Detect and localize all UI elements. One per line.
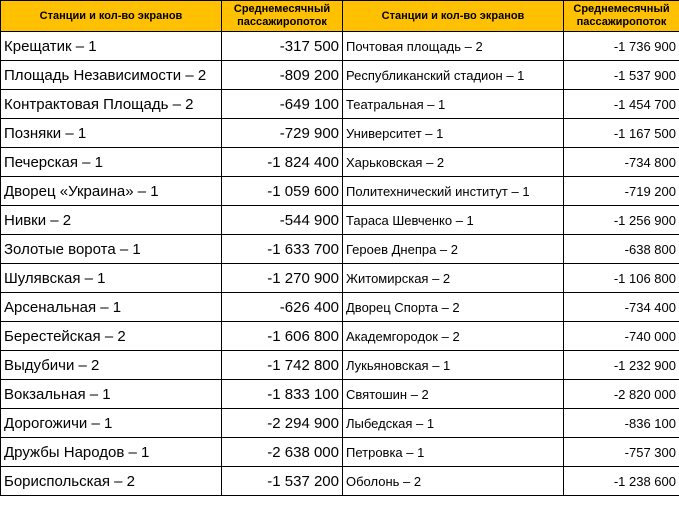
right-station-cell: Республиканский стадион – 1 [343, 61, 564, 90]
right-traffic-cell: -1 106 800 [564, 264, 679, 293]
right-station-cell: Оболонь – 2 [343, 467, 564, 496]
right-station-cell: Героев Днепра – 2 [343, 235, 564, 264]
left-station-cell: Дружбы Народов – 1 [1, 438, 222, 467]
table-row [1, 322, 679, 351]
table-row [1, 380, 679, 409]
left-traffic-cell: -626 400 [222, 293, 343, 322]
header-station-left-label: Станции и кол-во экранов [39, 9, 183, 22]
left-station-cell: Выдубичи – 2 [1, 351, 222, 380]
left-traffic-cell: -729 900 [222, 119, 343, 148]
left-traffic-cell: -1 633 700 [222, 235, 343, 264]
right-station-cell: Театральная – 1 [343, 90, 564, 119]
right-station-cell: Харьковская – 2 [343, 148, 564, 177]
header-station-right [343, 1, 564, 32]
table-row [1, 467, 679, 496]
table-row [1, 119, 679, 148]
right-station-cell: Тараса Шевченко – 1 [343, 206, 564, 235]
left-station-cell: Арсенальная – 1 [1, 293, 222, 322]
header-traffic-left-line2: пассажиропоток [237, 16, 327, 28]
table-row [1, 177, 679, 206]
right-traffic-cell: -1 537 900 [564, 61, 679, 90]
left-traffic-cell: -2 294 900 [222, 409, 343, 438]
left-traffic-cell: -2 638 000 [222, 438, 343, 467]
table-row [1, 206, 679, 235]
right-station-cell: Почтовая площадь – 2 [343, 32, 564, 61]
header-row [1, 1, 679, 32]
left-station-cell: Золотые ворота – 1 [1, 235, 222, 264]
header-traffic-left [222, 1, 343, 32]
left-station-cell: Дворец «Украина» – 1 [1, 177, 222, 206]
right-station-cell: Университет – 1 [343, 119, 564, 148]
right-traffic-cell: -1 256 900 [564, 206, 679, 235]
right-station-cell: Дворец Спорта – 2 [343, 293, 564, 322]
header-traffic-left-line1: Среднемесячный [233, 3, 331, 15]
left-traffic-cell: -1 059 600 [222, 177, 343, 206]
left-station-cell: Позняки – 1 [1, 119, 222, 148]
header-station-left [1, 1, 222, 32]
left-station-cell: Печерская – 1 [1, 148, 222, 177]
right-traffic-cell: -1 232 900 [564, 351, 679, 380]
right-station-cell: Петровка – 1 [343, 438, 564, 467]
left-traffic-cell: -1 833 100 [222, 380, 343, 409]
left-station-cell: Бориспольская – 2 [1, 467, 222, 496]
left-station-cell: Площадь Независимости – 2 [1, 61, 222, 90]
right-station-cell: Политехнический институт – 1 [343, 177, 564, 206]
left-station-cell: Контрактовая Площадь – 2 [1, 90, 222, 119]
right-station-cell: Академгородок – 2 [343, 322, 564, 351]
table-row [1, 293, 679, 322]
left-traffic-cell: -809 200 [222, 61, 343, 90]
table-row [1, 409, 679, 438]
right-traffic-cell: -638 800 [564, 235, 679, 264]
left-traffic-cell: -317 500 [222, 32, 343, 61]
right-traffic-cell: -1 167 500 [564, 119, 679, 148]
table-row [1, 438, 679, 467]
right-traffic-cell: -757 300 [564, 438, 679, 467]
right-traffic-cell: -1 238 600 [564, 467, 679, 496]
right-traffic-cell: -734 800 [564, 148, 679, 177]
left-station-cell: Шулявская – 1 [1, 264, 222, 293]
right-traffic-cell: -740 000 [564, 322, 679, 351]
left-traffic-cell: -1 742 800 [222, 351, 343, 380]
left-station-cell: Вокзальная – 1 [1, 380, 222, 409]
left-traffic-cell: -1 270 900 [222, 264, 343, 293]
header-traffic-right [564, 1, 679, 32]
table-row [1, 32, 679, 61]
left-traffic-cell: -649 100 [222, 90, 343, 119]
table-row [1, 351, 679, 380]
header-traffic-right-line2: пассажиропоток [576, 16, 667, 28]
right-station-cell: Житомирская – 2 [343, 264, 564, 293]
right-traffic-cell: -1 736 900 [564, 32, 679, 61]
right-traffic-cell: -1 454 700 [564, 90, 679, 119]
table-row [1, 61, 679, 90]
left-station-cell: Нивки – 2 [1, 206, 222, 235]
left-traffic-cell: -1 537 200 [222, 467, 343, 496]
left-station-cell: Дорогожичи – 1 [1, 409, 222, 438]
right-station-cell: Святошин – 2 [343, 380, 564, 409]
right-traffic-cell: -836 100 [564, 409, 679, 438]
left-traffic-cell: -544 900 [222, 206, 343, 235]
left-traffic-cell: -1 824 400 [222, 148, 343, 177]
table-row [1, 90, 679, 119]
right-traffic-cell: -2 820 000 [564, 380, 679, 409]
table-row [1, 235, 679, 264]
right-traffic-cell: -719 200 [564, 177, 679, 206]
right-station-cell: Лыбедская – 1 [343, 409, 564, 438]
table-row [1, 264, 679, 293]
table-body [1, 32, 679, 496]
right-station-cell: Лукьяновская – 1 [343, 351, 564, 380]
header-station-right-label: Станции и кол-во экранов [381, 9, 525, 22]
left-station-cell: Берестейская – 2 [1, 322, 222, 351]
right-traffic-cell: -734 400 [564, 293, 679, 322]
left-station-cell: Крещатик – 1 [1, 32, 222, 61]
header-traffic-right-line1: Среднемесячный [573, 3, 670, 15]
left-traffic-cell: -1 606 800 [222, 322, 343, 351]
table-row [1, 148, 679, 177]
